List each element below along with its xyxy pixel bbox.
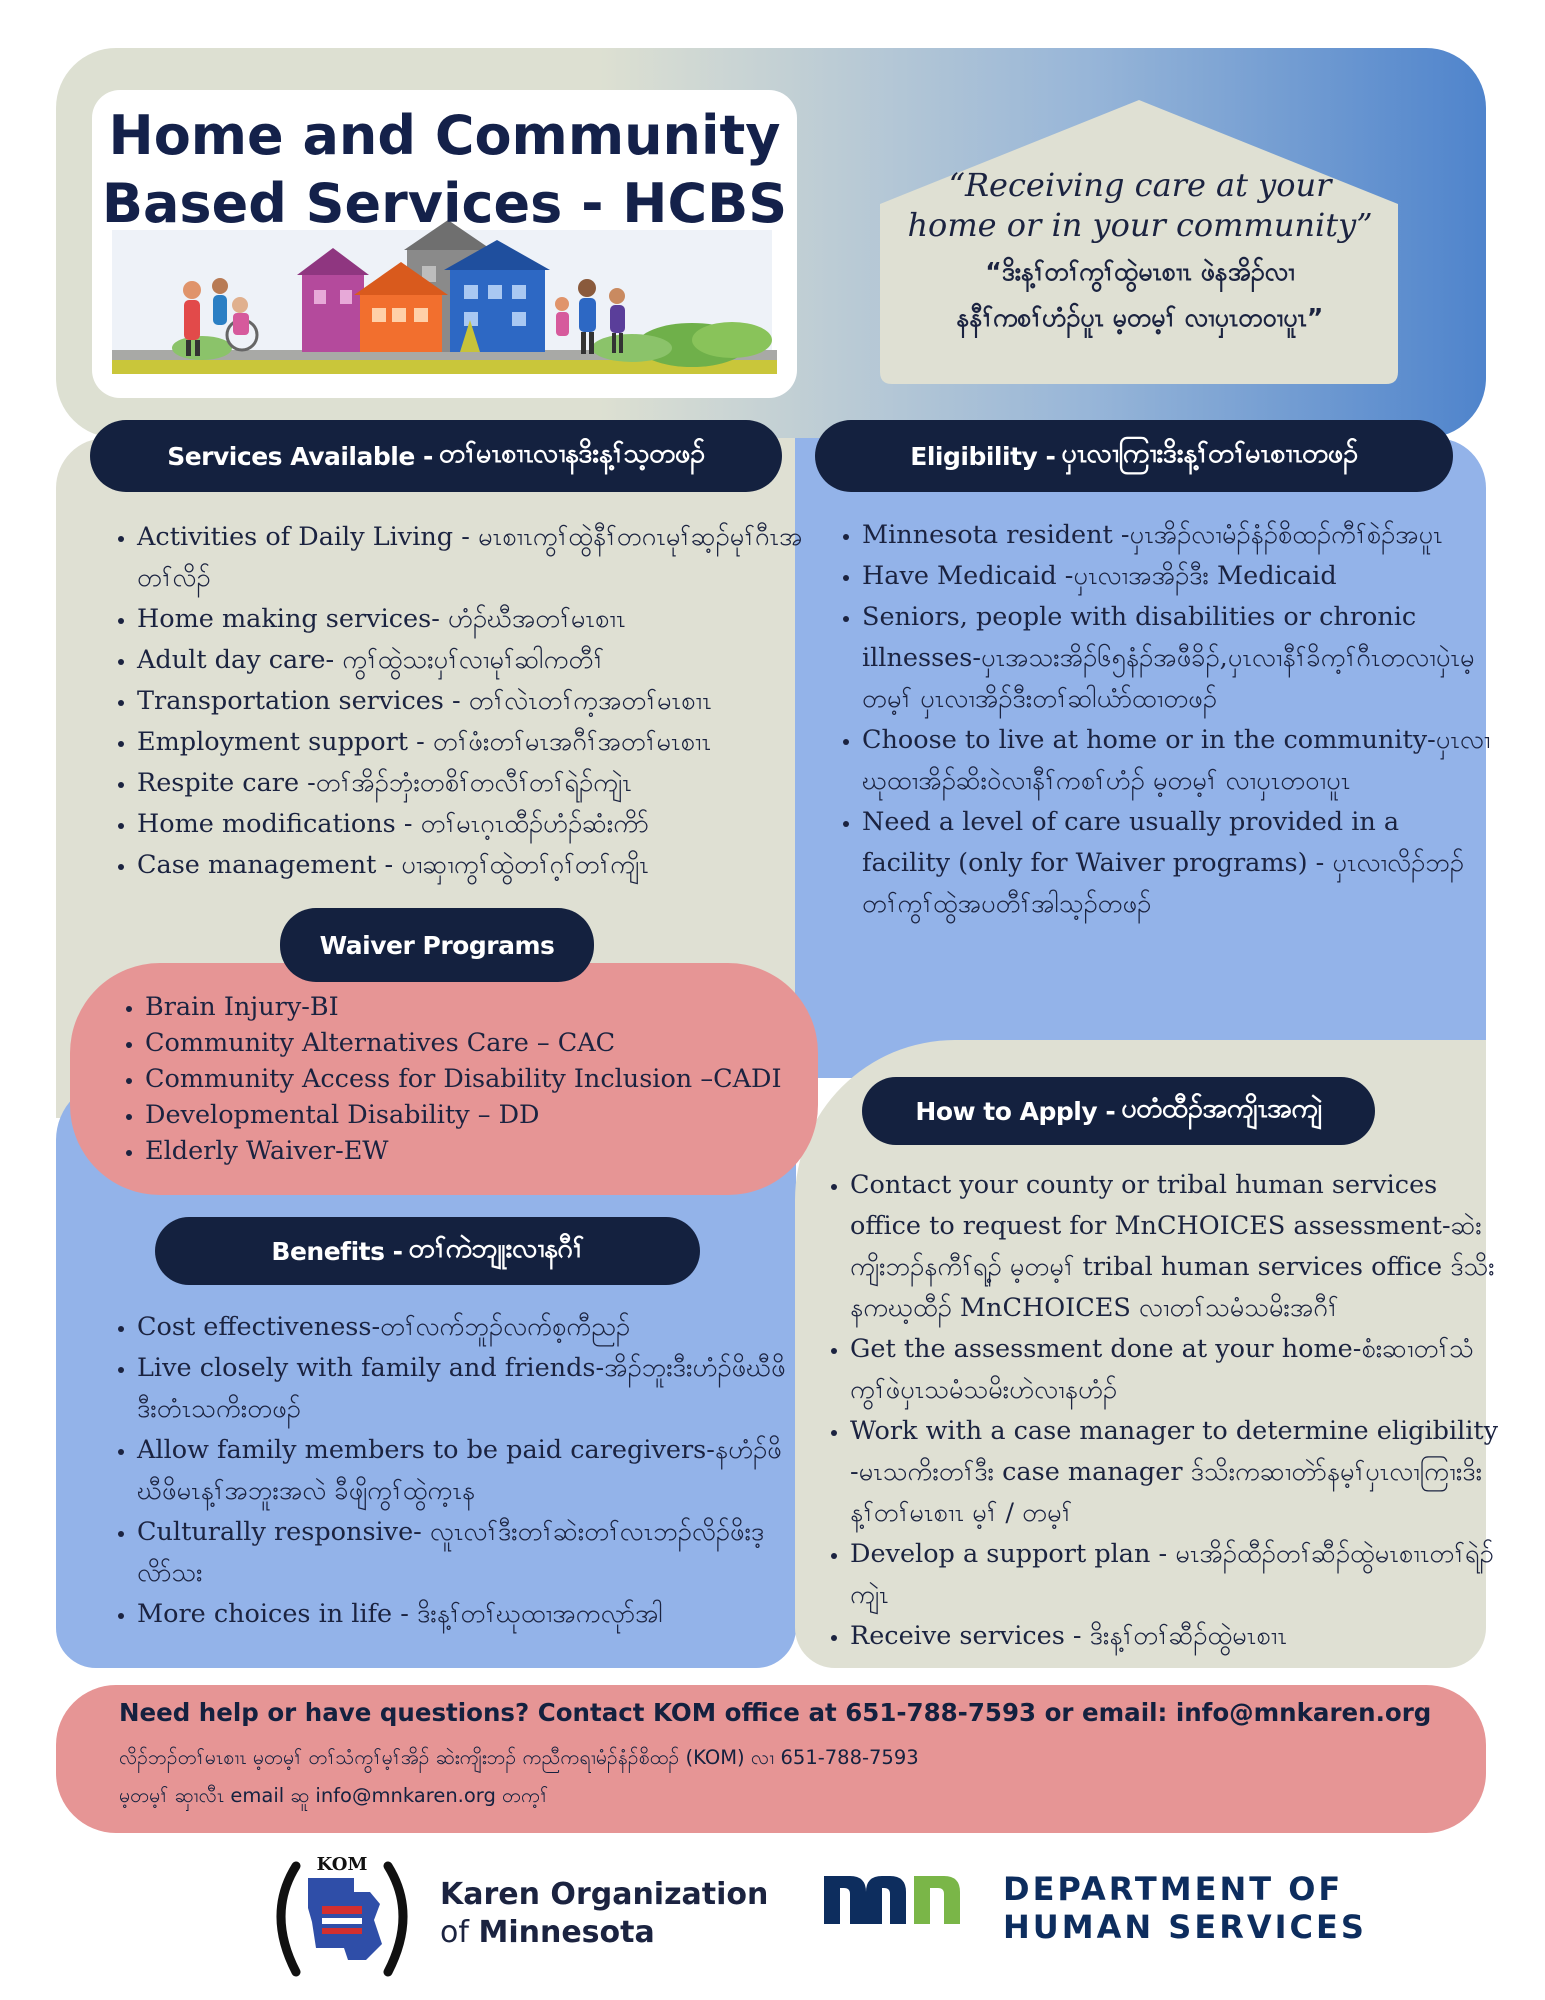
page-title: [92, 102, 797, 238]
waiver-program-item: • Community Alternatives Care – CAC: [145, 1025, 845, 1061]
kom-name-of: of: [440, 1915, 469, 1950]
kom-org-name: [440, 1876, 768, 1952]
dhs-line-2: HUMAN SERVICES: [1003, 1908, 1367, 1946]
service-item: • Employment support - တၢ်ဖံးတၢ်မၤအဂီၢ်အတၢ်မၤစၢၤ: [137, 722, 807, 763]
dhs-name: [1003, 1870, 1367, 1946]
kom-logo-icon: [262, 1848, 422, 1980]
waiver-program-item: • Brain Injury-BI: [145, 989, 845, 1025]
benefits-list: [105, 1307, 797, 1635]
benefits-heading-en: Benefits -: [271, 1236, 403, 1266]
service-item: • Respite care -တၢ်အိၣ်ဘှံးတစိၢ်တလီၢ်တၢ်ရဲၣ်ကျဲၤ: [137, 763, 807, 804]
kom-name-line-2-wrap: [440, 1914, 768, 1952]
apply-heading-my: ပတံထီၣ်အကျိၤအကျဲ: [1121, 1093, 1322, 1124]
service-item: • Adult day care- ကွၢ်ထွဲသးပှၢ်လၢမုၢ်ဆါကတီၢ်: [137, 640, 807, 681]
waiver-program-item: • Developmental Disability – DD: [145, 1097, 845, 1133]
benefits-heading-my: တၢ်ကဲဘျုးလၢနဂီၢ်: [408, 1233, 584, 1264]
title-line-2: Based Services - HCBS: [101, 172, 788, 235]
waiver-program-item: • Elderly Waiver-EW: [145, 1133, 845, 1169]
contact-line-en: Need help or have questions? Contact KOM office at 651-788-7593 or email: info@mnkaren.org: [119, 1698, 1432, 1727]
contact-line-my-2: မ့တမ့ၢ် ဆှၢလီၤ email ဆူ info@mnkaren.org တက့ၢ်: [119, 1784, 549, 1807]
benefit-item: • Culturally responsive- လူၤလၢ်ဒီးတၢ်ဆဲးတၢ်လၤဘၣ်လိၣ်ဖိးဒ့လိာ်သး: [137, 1512, 797, 1594]
apply-heading: [862, 1077, 1375, 1145]
contact-line-my-1: လိၣ်ဘၣ်တၢ်မၤစၢၤ မ့တမ့ၢ် တၢ်သံကွၢ်မ့ၢ်အိၣ် ဆဲးကျိးဘၣ် ကညီကရၢမံၣ်နံၣ်စိထၣ် (KOM) လၢ 651-788-7593: [119, 1746, 919, 1769]
eligibility-item: • Seniors, people with disabilities or chronic illnesses-ပှၤအသးအိၣ်၆၅နံၣ်အဖီခိၣ်,ပှၤလၢနီၢ်ခိက့ၢ်ဂီၤတလၢပှဲၤမ့တမ့ၢ် ပှၤလၢအိၣ်ဒီးတၢ်ဆါယံာ်ထၢတဖၣ်: [862, 597, 1492, 720]
eligibility-list: [830, 515, 1492, 925]
quote-en-line-2: home or in your community”: [907, 206, 1373, 244]
eligibility-item: • Need a level of care usually provided in a facility (only for Waiver programs) - ပှၤလၢလိၣ်ဘၣ်တၢ်ကွၢ်ထွဲအပတီၢ်အါသ့ၣ်တဖၣ်: [862, 802, 1492, 925]
waiver-heading-text: Waiver Programs: [319, 930, 555, 960]
services-list: [105, 517, 807, 886]
service-item: • Case management - ပၢဆှၢကွၢ်ထွဲတၢ်ဂ့ၢ်တၢ်ကျိၤ: [137, 845, 807, 886]
apply-heading-en: How to Apply -: [915, 1096, 1116, 1126]
kom-badge-text: KOM: [316, 1854, 368, 1875]
benefit-item: • Cost effectiveness-တၢ်လက်ဘူၣ်လက်စ့ကီညၣ်: [137, 1307, 797, 1348]
title-line-1: Home and Community: [108, 104, 781, 167]
waiver-list: [113, 989, 845, 1169]
apply-step-item: • Develop a support plan - မၤအိၣ်ထီၣ်တၢ်ဆီၣ်ထွဲမၤစၢၤတၢ်ရဲၣ်ကျဲၤ: [850, 1534, 1500, 1616]
kom-name-line-2: Minnesota: [478, 1915, 655, 1950]
contact-bar: [56, 1685, 1486, 1833]
tagline-quote: [875, 165, 1405, 341]
quote-my-line-2: နနီၢ်ကစၢ်ဟံၣ်ပူၤ မ့တမ့ၢ် လၢပှၤတဝၢပူၤ”: [956, 303, 1324, 332]
services-heading: [90, 420, 782, 492]
benefit-item: • Allow family members to be paid caregivers-နဟံၣ်ဖိဃီဖိမၤန့ၢ်အဘူးအလဲ ခီဖျိကွၢ်ထွဲက့ၤန: [137, 1430, 797, 1512]
service-item: • Home making services- ဟံၣ်ဃီအတၢ်မၤစၢၤ: [137, 599, 807, 640]
service-item: • Activities of Daily Living - မၤစၢၤကွၢ်ထွဲနီၢ်တဂၤမုၢ်ဆ့ၣ်မုၢ်ဂီၤအတၢ်လိၣ်: [137, 517, 807, 599]
eligibility-heading-en: Eligibility -: [910, 441, 1056, 471]
eligibility-heading-my: ပှၤလၢကြၢးဒိးန့ၢ်တၢ်မၤစၢၤတဖၣ်: [1061, 438, 1358, 469]
services-heading-my: တၢ်မၤစၢၤလၢနဒိးန့ၢ်သ့တဖၣ်: [438, 438, 705, 469]
benefit-item: • More choices in life - ဒိးန့ၢ်တၢ်ဃုထၢအကလုာ်အါ: [137, 1594, 797, 1635]
quote-my-line-1: “ဒိးန့ၢ်တၢ်ကွၢ်ထွဲမၤစၢၤ ဖဲနအိၣ်လၢ: [985, 257, 1295, 286]
apply-step-item: • Contact your county or tribal human services office to request for MnCHOICES assessment-ဆဲးကျိးဘၣ်နကီၢ်ရ့ၣ် မ့တမ့ၢ် tribal human services office ဒ်သိးနကဃ့ထီၣ် MnCHOICES လၢတၢ်သမံသမိးအဂီၢ်: [850, 1165, 1500, 1329]
service-item: • Transportation services - တၢ်လဲၤတၢ်က့အတၢ်မၤစၢၤ: [137, 681, 807, 722]
quote-en-line-1: “Receiving care at your: [948, 166, 1332, 204]
eligibility-item: • Minnesota resident -ပှၤအိၣ်လၢမံၣ်နံၣ်စိထၣ်ကီၢ်စဲၣ်အပူၤ: [862, 515, 1492, 556]
dhs-line-1: DEPARTMENT OF: [1003, 1870, 1344, 1908]
mn-logo-icon: [820, 1866, 992, 1926]
waiver-program-item: • Community Access for Disability Inclusion –CADI: [145, 1061, 845, 1097]
waiver-heading: [280, 908, 594, 982]
kom-name-line-1: Karen Organization: [440, 1877, 769, 1912]
eligibility-item: • Choose to live at home or in the community-ပှၤလၢဃုထၢအိၣ်ဆိးဝဲလၢနီၢ်ကစၢ်ဟံၣ် မ့တမ့ၢ် လၢပှၤတဝၢပူၤ: [862, 720, 1492, 802]
benefits-heading: [155, 1217, 700, 1285]
apply-step-item: • Receive services - ဒိးန့ၢ်တၢ်ဆီၣ်ထွဲမၤစၢၤ: [850, 1616, 1500, 1657]
services-heading-en: Services Available -: [167, 441, 433, 471]
apply-step-item: • Get the assessment done at your home-စံးဆၢတၢ်သံကွၢ်ဖဲပှၤသမံသမိးဟဲလၢနဟံၣ်: [850, 1329, 1500, 1411]
eligibility-heading: [815, 420, 1453, 492]
apply-list: [818, 1165, 1500, 1657]
eligibility-item: • Have Medicaid -ပှၤလၢအအိၣ်ဒီး Medicaid: [862, 556, 1492, 597]
apply-step-item: • Work with a case manager to determine eligibility -မၤသကိးတၢ်ဒီး case manager ဒ်သိးကဆၢတဲာ်နမ့ၢ်ပှၤလၢကြၢးဒိးန့ၢ်တၢ်မၤစၢၤ မ့ၢ် / တမ့ၢ်: [850, 1411, 1500, 1534]
benefit-item: • Live closely with family and friends-အိၣ်ဘူးဒီးဟံၣ်ဖိဃီဖိဒီးတံၤသကိးတဖၣ်: [137, 1348, 797, 1430]
service-item: • Home modifications - တၢ်မၤဂ့ၤထီၣ်ဟံၣ်ဆံးကိာ်: [137, 804, 807, 845]
title-card: [92, 90, 797, 398]
